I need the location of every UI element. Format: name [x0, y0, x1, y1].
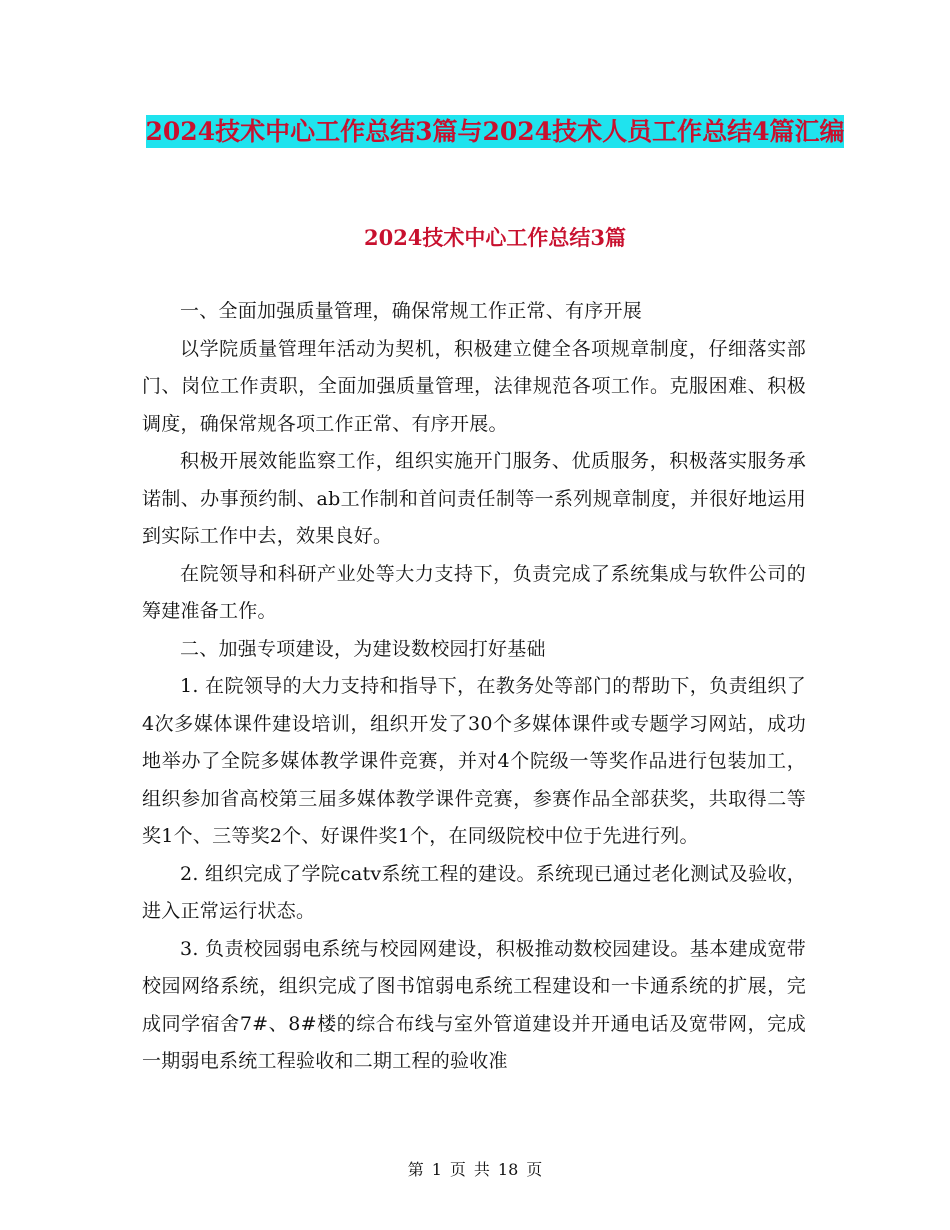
- paragraph: 一、全面加强质量管理，确保常规工作正常、有序开展: [180, 300, 643, 322]
- footer-page-number: 1: [431, 1160, 442, 1179]
- paragraph: 以学院质量管理年活动为契机，积极建立健全各项规章制度，仔细落实部门、岗位工作责职，全面加强质量管理，法律规范各项工作。克服困难、积极调度，确保常规各项工作正常、有序开展。: [142, 337, 806, 435]
- footer-page-prefix: 第: [407, 1160, 424, 1179]
- document-title-text: 2024技术中心工作总结3篇与2024技术人员工作总结4篇汇编: [145, 117, 845, 146]
- footer-page-mid: 页: [449, 1160, 466, 1179]
- document-title: [140, 111, 850, 153]
- section-title: 2024技术中心工作总结3篇: [363, 225, 627, 250]
- paragraph: 在院领导和科研产业处等大力支持下，负责完成了系统集成与软件公司的筹建准备工作。: [142, 562, 806, 622]
- footer-page-suffix: 页: [526, 1160, 543, 1179]
- paragraph: 2. 组织完成了学院catv系统工程的建设。系统现已通过老化测试及验收，进入正常运行状态。: [142, 862, 806, 922]
- footer-total-pages: 18: [497, 1160, 519, 1179]
- paragraph: 3. 负责校园弱电系统与校园网建设，积极推动数校园建设。基本建成宽带校园网络系统，组织完成了图书馆弱电系统工程建设和一卡通系统的扩展，完成同学宿舍7#、8#楼的综合布线与室外管道建设并开通电话及宽带网，完成一期弱电系统工程验收和二期工程的验收准: [142, 937, 806, 1072]
- paragraph: 1. 在院领导的大力支持和指导下，在教务处等部门的帮助下，负责组织了4次多媒体课件建设培训，组织开发了30个多媒体课件或专题学习网站，成功地举办了全院多媒体教学课件竞赛，并对4个院级一等奖作品进行包装加工，组织参加省高校第三届多媒体教学课件竞赛，参赛作品全部获奖，共取得二等奖1个、三等奖2个、好课件奖1个，在同级院校中位于先进行列。: [142, 675, 806, 847]
- paragraph: 积极开展效能监察工作，组织实施开门服务、优质服务，积极落实服务承诺制、办事预约制、ab工作制和首问责任制等一系列规章制度，并很好地运用到实际工作中去，效果良好。: [142, 450, 806, 547]
- page-footer: [0, 1157, 950, 1180]
- footer-total-prefix: 共: [473, 1160, 490, 1179]
- paragraph: 二、加强专项建设，为建设数校园打好基础: [180, 637, 546, 660]
- document-body: [142, 293, 806, 1081]
